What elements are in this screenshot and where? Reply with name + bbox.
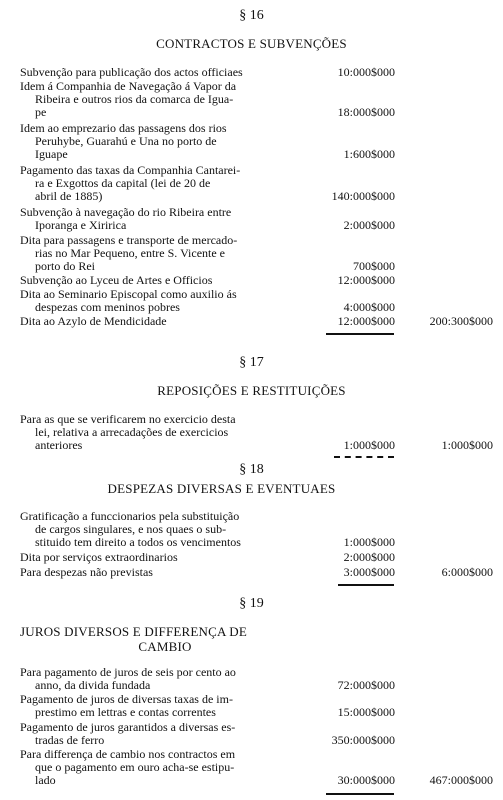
entry-line: tradas de ferro bbox=[35, 733, 105, 747]
entry-amount: 1:000$000 bbox=[343, 535, 395, 549]
section-title: DESPEZAS DIVERSAS E EVENTUAES bbox=[107, 481, 336, 496]
entry-line: Gratificação a funccionarios pela substituição bbox=[20, 509, 240, 523]
ledger-entry bbox=[20, 206, 320, 232]
entry-amount: 18:000$000 bbox=[337, 105, 395, 119]
entry-line: Subvenção ao Lyceu de Artes e Officios bbox=[20, 273, 213, 287]
ledger-entry bbox=[20, 551, 320, 564]
ledger-entry bbox=[20, 122, 320, 161]
entry-line: Dita ao Seminario Episcopal como auxilio ás bbox=[20, 287, 237, 301]
entry-line: Idem á Companhia de Navegação á Vapor da bbox=[20, 79, 237, 93]
ledger-entry bbox=[20, 510, 320, 549]
entry-amount: 3:000$000 bbox=[343, 565, 395, 579]
entry-line: Para as que se verificarem no exercicio desta bbox=[20, 412, 236, 426]
entry-amount: 10:000$000 bbox=[337, 65, 395, 79]
section-title: CONTRACTOS E SUBVENÇÕES bbox=[156, 36, 347, 51]
entry-line: Pagamento das taxas da Companhia Cantarei- bbox=[20, 163, 241, 177]
entry-amount: 140:000$000 bbox=[331, 189, 395, 203]
section-total: 6:000$000 bbox=[441, 565, 493, 579]
total-rule bbox=[326, 793, 394, 795]
total-rule bbox=[334, 456, 394, 458]
entry-line: que o pagamento em ouro acha-se estipu- bbox=[35, 760, 235, 774]
section-number: § 17 bbox=[239, 355, 264, 370]
ledger-entry bbox=[20, 66, 320, 79]
entry-amount: 12:000$000 bbox=[337, 314, 395, 328]
entry-line: Dita para passagens e transporte de mercado- bbox=[20, 233, 238, 247]
entry-line: pe bbox=[35, 105, 47, 119]
entry-line: Para pagamento de juros de seis por cento ao bbox=[20, 665, 236, 679]
total-rule bbox=[338, 584, 394, 586]
ledger-entry bbox=[20, 80, 320, 119]
ledger-entry bbox=[20, 274, 320, 287]
entry-line: prestimo em lettras e contas correntes bbox=[35, 705, 216, 719]
entry-line: stituido tem direito a todos os vencimentos bbox=[35, 535, 241, 549]
entry-amount: 700$000 bbox=[353, 259, 395, 273]
ledger-entry bbox=[20, 288, 320, 314]
entry-line: Pagamento de juros garantidos a diversas es- bbox=[20, 720, 236, 734]
entry-line: porto do Rei bbox=[35, 259, 95, 273]
section-total: 467:000$000 bbox=[429, 773, 493, 787]
entry-line: Ribeira e outros rios da comarca de Igua- bbox=[35, 92, 234, 106]
total-rule bbox=[326, 333, 394, 335]
ledger-entry bbox=[20, 666, 320, 692]
entry-amount: 15:000$000 bbox=[337, 705, 395, 719]
entry-line: Dita por serviços extraordinarios bbox=[20, 550, 178, 564]
ledger-entry bbox=[20, 566, 320, 579]
entry-line: Para differença de cambio nos contractos em bbox=[20, 747, 236, 761]
entry-amount: 72:000$000 bbox=[337, 678, 395, 692]
entry-line: Peruhybe, Guarahú e Una no porto de bbox=[35, 134, 217, 148]
ledger-entry bbox=[20, 693, 320, 719]
entry-line: rias no Mar Pequeno, entre S. Vicente e bbox=[35, 246, 226, 260]
entry-line: Para despezas não previstas bbox=[20, 565, 153, 579]
section-total: 1:000$000 bbox=[441, 438, 493, 452]
entry-line: lado bbox=[35, 773, 56, 787]
entry-line: anteriores bbox=[35, 438, 83, 452]
ledger-entry bbox=[20, 721, 320, 747]
entry-line: Idem ao emprezario das passagens dos rios bbox=[20, 121, 227, 135]
ledger-entry bbox=[20, 315, 320, 328]
entry-amount: 2:000$000 bbox=[343, 218, 395, 232]
ledger-entry bbox=[20, 748, 320, 787]
entry-amount: 2:000$000 bbox=[343, 550, 395, 564]
entry-line: Subvenção para publicação dos actos officiaes bbox=[20, 65, 243, 79]
entry-line: despezas com meninos pobres bbox=[35, 300, 180, 314]
section-title: JUROS DIVERSOS E DIFFERENÇA DE bbox=[20, 624, 248, 639]
section-number: § 18 bbox=[239, 462, 264, 477]
entry-line: Subvenção à navegação do rio Ribeira entre bbox=[20, 205, 232, 219]
ledger-entry bbox=[20, 164, 320, 203]
entry-line: Iporanga e Xiririca bbox=[35, 218, 127, 232]
section-number: § 19 bbox=[239, 596, 264, 611]
entry-amount: 350:000$000 bbox=[331, 733, 395, 747]
entry-amount: 30:000$000 bbox=[337, 773, 395, 787]
entry-amount: 1:000$000 bbox=[343, 438, 395, 452]
entry-line: ra e Exgottos da capital (lei de 20 de bbox=[35, 176, 211, 190]
entry-line: abril de 1885) bbox=[35, 189, 103, 203]
entry-line: Dita ao Azylo de Mendicidade bbox=[20, 314, 167, 328]
entry-amount: 12:000$000 bbox=[337, 273, 395, 287]
ledger-entry bbox=[20, 413, 320, 452]
entry-amount: 4:000$000 bbox=[343, 300, 395, 314]
entry-line: Iguape bbox=[35, 147, 68, 161]
section-number: § 16 bbox=[239, 8, 264, 23]
section-title: REPOSIÇÕES E RESTITUIÇÕES bbox=[157, 383, 346, 398]
section-total: 200:300$000 bbox=[429, 314, 493, 328]
entry-line: anno, da divida fundada bbox=[35, 678, 151, 692]
entry-line: Pagamento de juros de diversas taxas de im- bbox=[20, 692, 233, 706]
entry-line: lei, relativa a arrecadações de exercicios bbox=[35, 425, 229, 439]
entry-amount: 1:600$000 bbox=[343, 147, 395, 161]
section-title-continuation: CAMBIO bbox=[138, 639, 192, 654]
ledger-entry bbox=[20, 234, 320, 273]
entry-line: de cargos singulares, e nos quaes o sub- bbox=[35, 522, 227, 536]
